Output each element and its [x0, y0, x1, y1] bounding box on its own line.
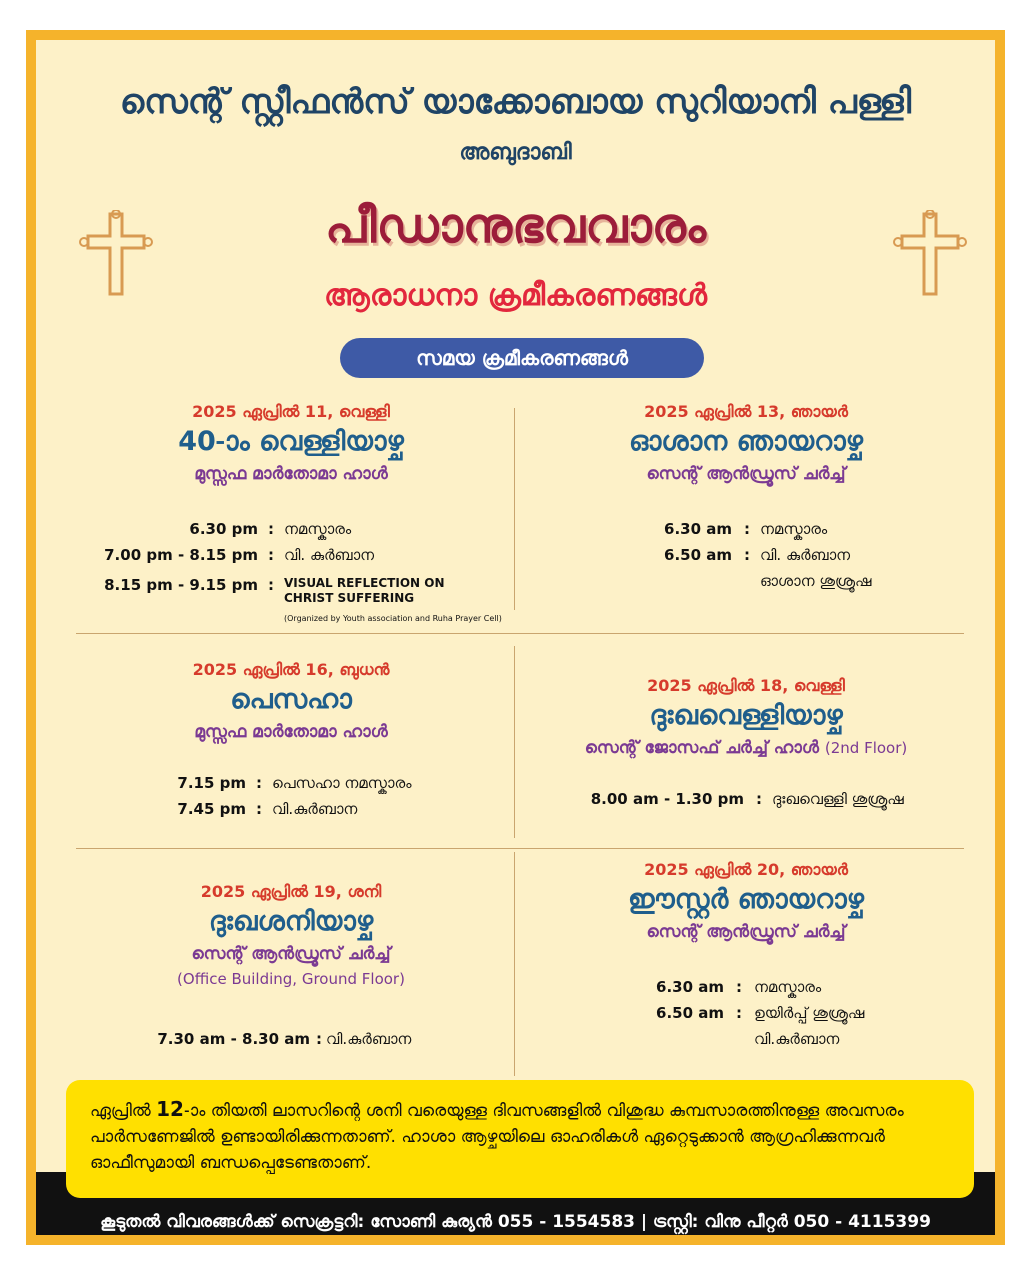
separator: : — [256, 800, 262, 818]
schedule-item: വി.കുർബാന — [326, 1030, 412, 1048]
schedule-row — [56, 546, 516, 572]
notice-date: 12 — [156, 1097, 184, 1121]
event-venue: സെന്റ് ആൻഡ്രൂസ് ചർച്ച് — [191, 944, 391, 964]
schedule-item: ഓശാന ശുശ്രൂഷ — [760, 572, 872, 590]
event-venue: മുസ്സഫ മാർതോമാ ഹാൾ — [194, 722, 388, 742]
schedule-row — [596, 1004, 956, 1030]
main-title: പീഡാനുഭവവാരം — [325, 198, 706, 254]
sub-heading: ആരാധനാ ക്രമീകരണങ്ങൾ — [324, 278, 707, 313]
separator: : — [268, 520, 274, 538]
schedule-item: ദുഃഖവെള്ളി ശുശ്രൂഷ — [772, 790, 904, 808]
event-date: 2025 ഏപ്രിൽ 13, ഞായർ — [644, 402, 848, 421]
separator: : — [316, 1030, 322, 1048]
event-card — [76, 882, 506, 988]
schedule-row — [56, 576, 516, 610]
separator: : — [268, 546, 274, 564]
schedule-row — [136, 800, 496, 826]
separator: : — [756, 790, 762, 808]
schedule-item: നമസ്കാരം — [760, 520, 828, 538]
event-name: ഈസ്റ്റർ ഞായറാഴ്ച — [628, 884, 864, 915]
schedule-row — [56, 520, 516, 546]
event-card — [526, 676, 966, 758]
schedule-item: ഉയിർപ്പ് ശുശ്രൂഷ — [754, 1004, 865, 1022]
event-schedule — [126, 1030, 506, 1056]
notice-text: ഏപ്രിൽ — [90, 1101, 157, 1121]
separator: : — [744, 520, 750, 538]
venue-floor: (2nd Floor) — [824, 739, 908, 757]
event-name: ദുഃഖശനിയാഴ്ച — [208, 906, 374, 937]
column-divider — [514, 852, 515, 1076]
event-date: 2025 ഏപ്രിൽ 19, ശനി — [200, 882, 382, 901]
venue-name: സെന്റ് ജോസഫ് ചർച്ച് ഹാൾ — [584, 738, 819, 758]
schedule-time: 6.50 am — [664, 546, 732, 564]
schedule-row — [136, 774, 496, 800]
schedule-row — [596, 572, 956, 598]
schedule-item: വി. കുർബാന — [284, 546, 375, 564]
event-date: 2025 ഏപ്രിൽ 11, വെള്ളി — [192, 402, 390, 421]
event-venue: മുസ്സഫ മാർതോമാ ഹാൾ — [194, 464, 388, 484]
schedule-row — [596, 1030, 956, 1056]
schedule-item: VISUAL REFLECTION ON CHRIST SUFFERING — [284, 576, 445, 605]
schedule-item: വി. കുർബാന — [760, 546, 851, 564]
venue-location-note: (Office Building, Ground Floor) — [177, 970, 405, 988]
schedule-time: 7.45 pm — [177, 800, 246, 818]
event-name: പെസഹാ — [230, 684, 352, 715]
event-venue: സെന്റ് ആൻഡ്രൂസ് ചർച്ച് — [646, 464, 846, 484]
city-subtitle: അബുദാബി — [459, 140, 572, 165]
event-schedule — [136, 774, 496, 826]
schedule-time: 6.50 am — [656, 1004, 724, 1022]
schedule-time: 7.15 pm — [177, 774, 246, 792]
organizer-note: (Organized by Youth association and Ruha Prayer Cell) — [284, 614, 502, 623]
event-card — [526, 402, 966, 484]
schedule-time: 7.00 pm - 8.15 pm — [104, 546, 258, 564]
confession-notice — [66, 1080, 974, 1198]
event-schedule — [596, 978, 956, 1056]
separator: : — [744, 546, 750, 564]
schedule-item: നമസ്കാരം — [284, 520, 352, 538]
event-date: 2025 ഏപ്രിൽ 16, ബുധൻ — [192, 660, 390, 679]
column-divider — [514, 646, 515, 838]
separator: : — [736, 978, 742, 996]
poster-frame — [26, 30, 1005, 1245]
separator: : — [736, 1004, 742, 1022]
event-schedule — [576, 790, 956, 816]
contact-text: കൂടുതൽ വിവരങ്ങൾക്ക് സെക്രട്ടറി: സോണി കുര്യൻ 055 - 1554583 | ട്രസ്റ്റി: വിനു പീറ്റർ 050 - 4115399 — [100, 1212, 931, 1232]
event-card — [76, 660, 506, 742]
schedule-row — [596, 546, 956, 572]
event-venue: സെന്റ് ആൻഡ്രൂസ് ചർച്ച് — [646, 922, 846, 942]
schedule-time: 8.00 am - 1.30 pm — [590, 790, 744, 808]
schedule-time: 6.30 am — [664, 520, 732, 538]
schedule-item: പെസഹാ നമസ്കാരം — [272, 774, 412, 792]
schedule-time: 6.30 am — [656, 978, 724, 996]
event-name: ദുഃഖവെള്ളിയാഴ്ച — [649, 700, 843, 731]
row-divider — [76, 633, 964, 634]
event-name: ഓശാന ഞായറാഴ്ച — [629, 426, 863, 457]
schedule-row — [576, 790, 956, 816]
schedule-pill: സമയ ക്രമീകരണങ്ങൾ — [340, 338, 704, 378]
schedule-time: 6.30 pm — [189, 520, 258, 538]
church-title: സെന്റ് സ്റ്റീഫൻസ് യാക്കോബായ സുറിയാനി പള്ളി — [119, 82, 912, 122]
schedule-time: 7.30 am - 8.30 am — [157, 1030, 310, 1048]
event-date: 2025 ഏപ്രിൽ 18, വെള്ളി — [647, 676, 845, 695]
event-date: 2025 ഏപ്രിൽ 20, ഞായർ — [644, 860, 848, 879]
schedule-time: 8.15 pm - 9.15 pm — [104, 576, 258, 594]
event-schedule — [596, 520, 956, 598]
schedule-item: വി.കുർബാന — [754, 1030, 840, 1048]
schedule-row — [596, 978, 956, 1004]
separator: : — [256, 774, 262, 792]
event-card — [526, 860, 966, 942]
schedule-item: നമസ്കാരം — [754, 978, 822, 996]
event-name: 40-ാം വെള്ളിയാഴ്ച — [178, 426, 404, 457]
event-card — [76, 402, 506, 484]
event-venue — [526, 738, 966, 758]
schedule-row — [126, 1030, 506, 1056]
notice-text: -ാം തിയതി ലാസറിന്റെ ശനി വരെയുള്ള ദിവസങ്ങളിൽ വിശുദ്ധ കുമ്പസാരത്തിനുള്ള അവസരം പാർസണേജിൽ ഉണ്ടായിരിക്കുന്നതാണ്. ഹാശാ ആഴ്ചയിലെ ഓഹരികൾ ഏറ്റെടുക്കാൻ ആഗ്രഹിക്കുന്നവർ ഓഫീസുമായി ബന്ധപ്പെടേണ്ടതാണ്. — [90, 1101, 904, 1173]
schedule-row — [596, 520, 956, 546]
separator: : — [268, 576, 274, 594]
schedule-item: വി.കുർബാന — [272, 800, 358, 818]
row-divider — [76, 848, 964, 849]
event-schedule — [56, 520, 516, 623]
